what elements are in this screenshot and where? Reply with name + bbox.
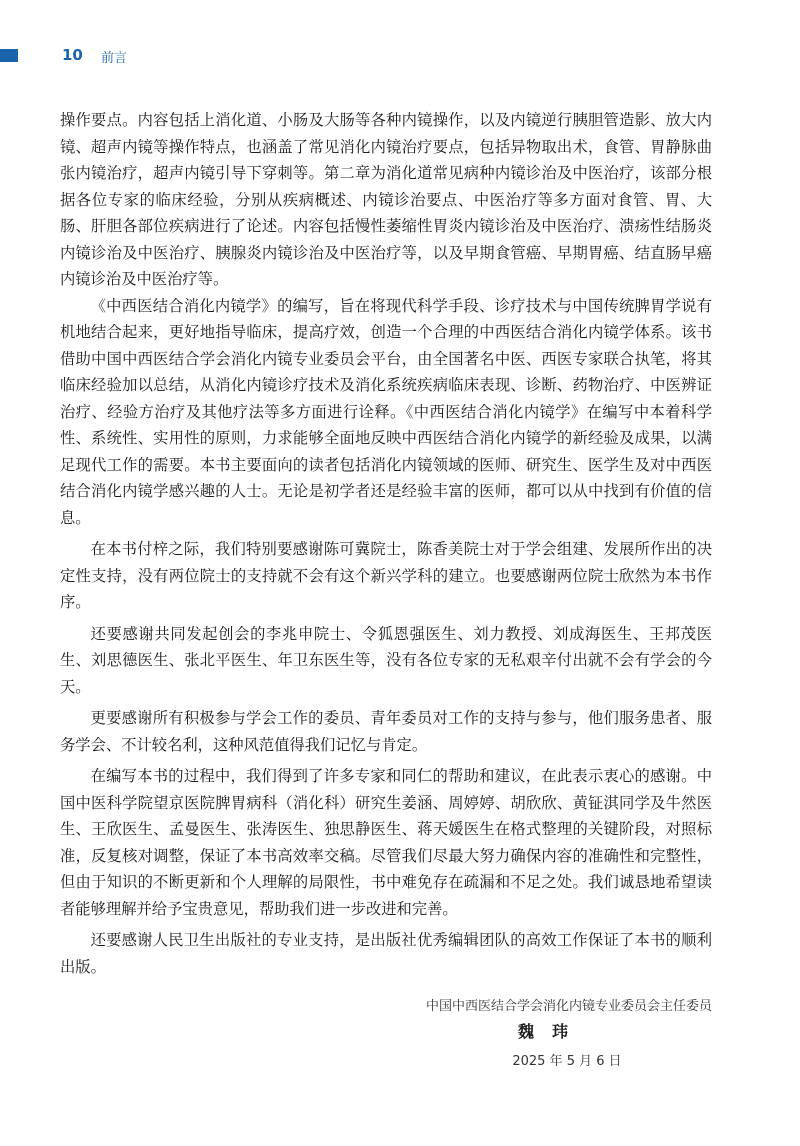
signature-name: 魏玮 [518,1022,587,1041]
paragraph: 在编写本书的过程中，我们得到了许多专家和同仁的帮助和建议，在此表示衷心的感谢。中国中医科学院望京医院脾胃病科（消化科）研究生姜涵、周婷婷、胡欣欣、黄钲淇同学及牛然医生、王欣医生、孟曼医生、张涛医生、独思静医生、蒋天媛医生在格式整理的关键阶段，对照标准，反复核对调整，保证了本书高效率交稿。尽管我们尽最大努力确保内容的准确性和完整性，但由于知识的不断更新和个人理解的局限性，书中难免存在疏漏和不足之处。我们诚恳地希望读者能够理解并给予宝贵意见，帮助我们进一步改进和完善。 [60,767,712,918]
page-header [0,48,800,68]
body-text [60,107,712,980]
section-title: 前言 [101,51,128,66]
signature-date: 2025 年 5 月 6 日 [512,1054,622,1069]
paragraph: 还要感谢共同发起创会的李兆申院士、令狐恩强医生、刘力教授、刘成海医生、王邦茂医生、刘思德医生、张北平医生、年卫东医生等，没有各位专家的无私艰辛付出就不会有学会的今天。 [60,624,712,696]
paragraph: 更要感谢所有积极参与学会工作的委员、青年委员对工作的支持与参与，他们服务患者、服务学会、不计较名利，这种风范值得我们记忆与肯定。 [60,709,712,754]
paragraph-continued: 操作要点。内容包括上消化道、小肠及大肠等各种内镜操作，以及内镜逆行胰胆管造影、放大内镜、超声内镜等操作特点，也涵盖了常见消化内镜治疗要点，包括异物取出术，食管、胃静脉曲张内镜治疗，超声内镜引导下穿刺等。第二章为消化道常见病种内镜诊治及中医治疗，该部分根据各位专家的临床经验，分别从疾病概述、内镜诊治要点、中医治疗等多方面对食管、胃、大肠、肝胆各部位疾病进行了论述。内容包括慢性萎缩性胃炎内镜诊治及中医治疗、溃疡性结肠炎内镜诊治及中医治疗、胰腺炎内镜诊治及中医治疗等，以及早期食管癌、早期胃癌、结直肠早癌内镜诊治及中医治疗等。 [60,111,712,288]
paragraph: 在本书付梓之际，我们特别要感谢陈可冀院士，陈香美院士对于学会组建、发展所作出的决定性支持，没有两位院士的支持就不会有这个新兴学科的建立。也要感谢两位院士欣然为本书作序。 [60,540,712,611]
paragraph: 还要感谢人民卫生出版社的专业支持，是出版社优秀编辑团队的高效工作保证了本书的顺利出版。 [60,931,712,976]
paragraph: 《中西医结合消化内镜学》的编写，旨在将现代科学手段、诊疗技术与中国传统脾胃学说有机地结合起来，更好地指导临床，提高疗效，创造一个合理的中西医结合消化内镜学体系。该书借助中国中西医结合学会消化内镜专业委员会平台，由全国著名中医、西医专家联合执笔，将其临床经验加以总结，从消化内镜诊疗技术及消化系统疾病临床表现、诊断、药物治疗、中医辨证治疗、经验方治疗及其他疗法等多方面进行诠释。《中西医结合消化内镜学》在编写中本着科学性、系统性、实用性的原则，力求能够全面地反映中西医结合消化内镜学的新经验及成果，以满足现代工作的需要。本书主要面向的读者包括消化内镜领域的医师、研究生、医学生及对中西医结合消化内镜学感兴趣的人士。无论是初学者还是经验丰富的医师，都可以从中找到有价值的信息。 [60,296,712,527]
signature-organization: 中国中西医结合学会消化内镜专业委员会主任委员 [425,999,712,1014]
page-number: 10 [62,46,83,64]
header-accent-bar [0,49,18,62]
